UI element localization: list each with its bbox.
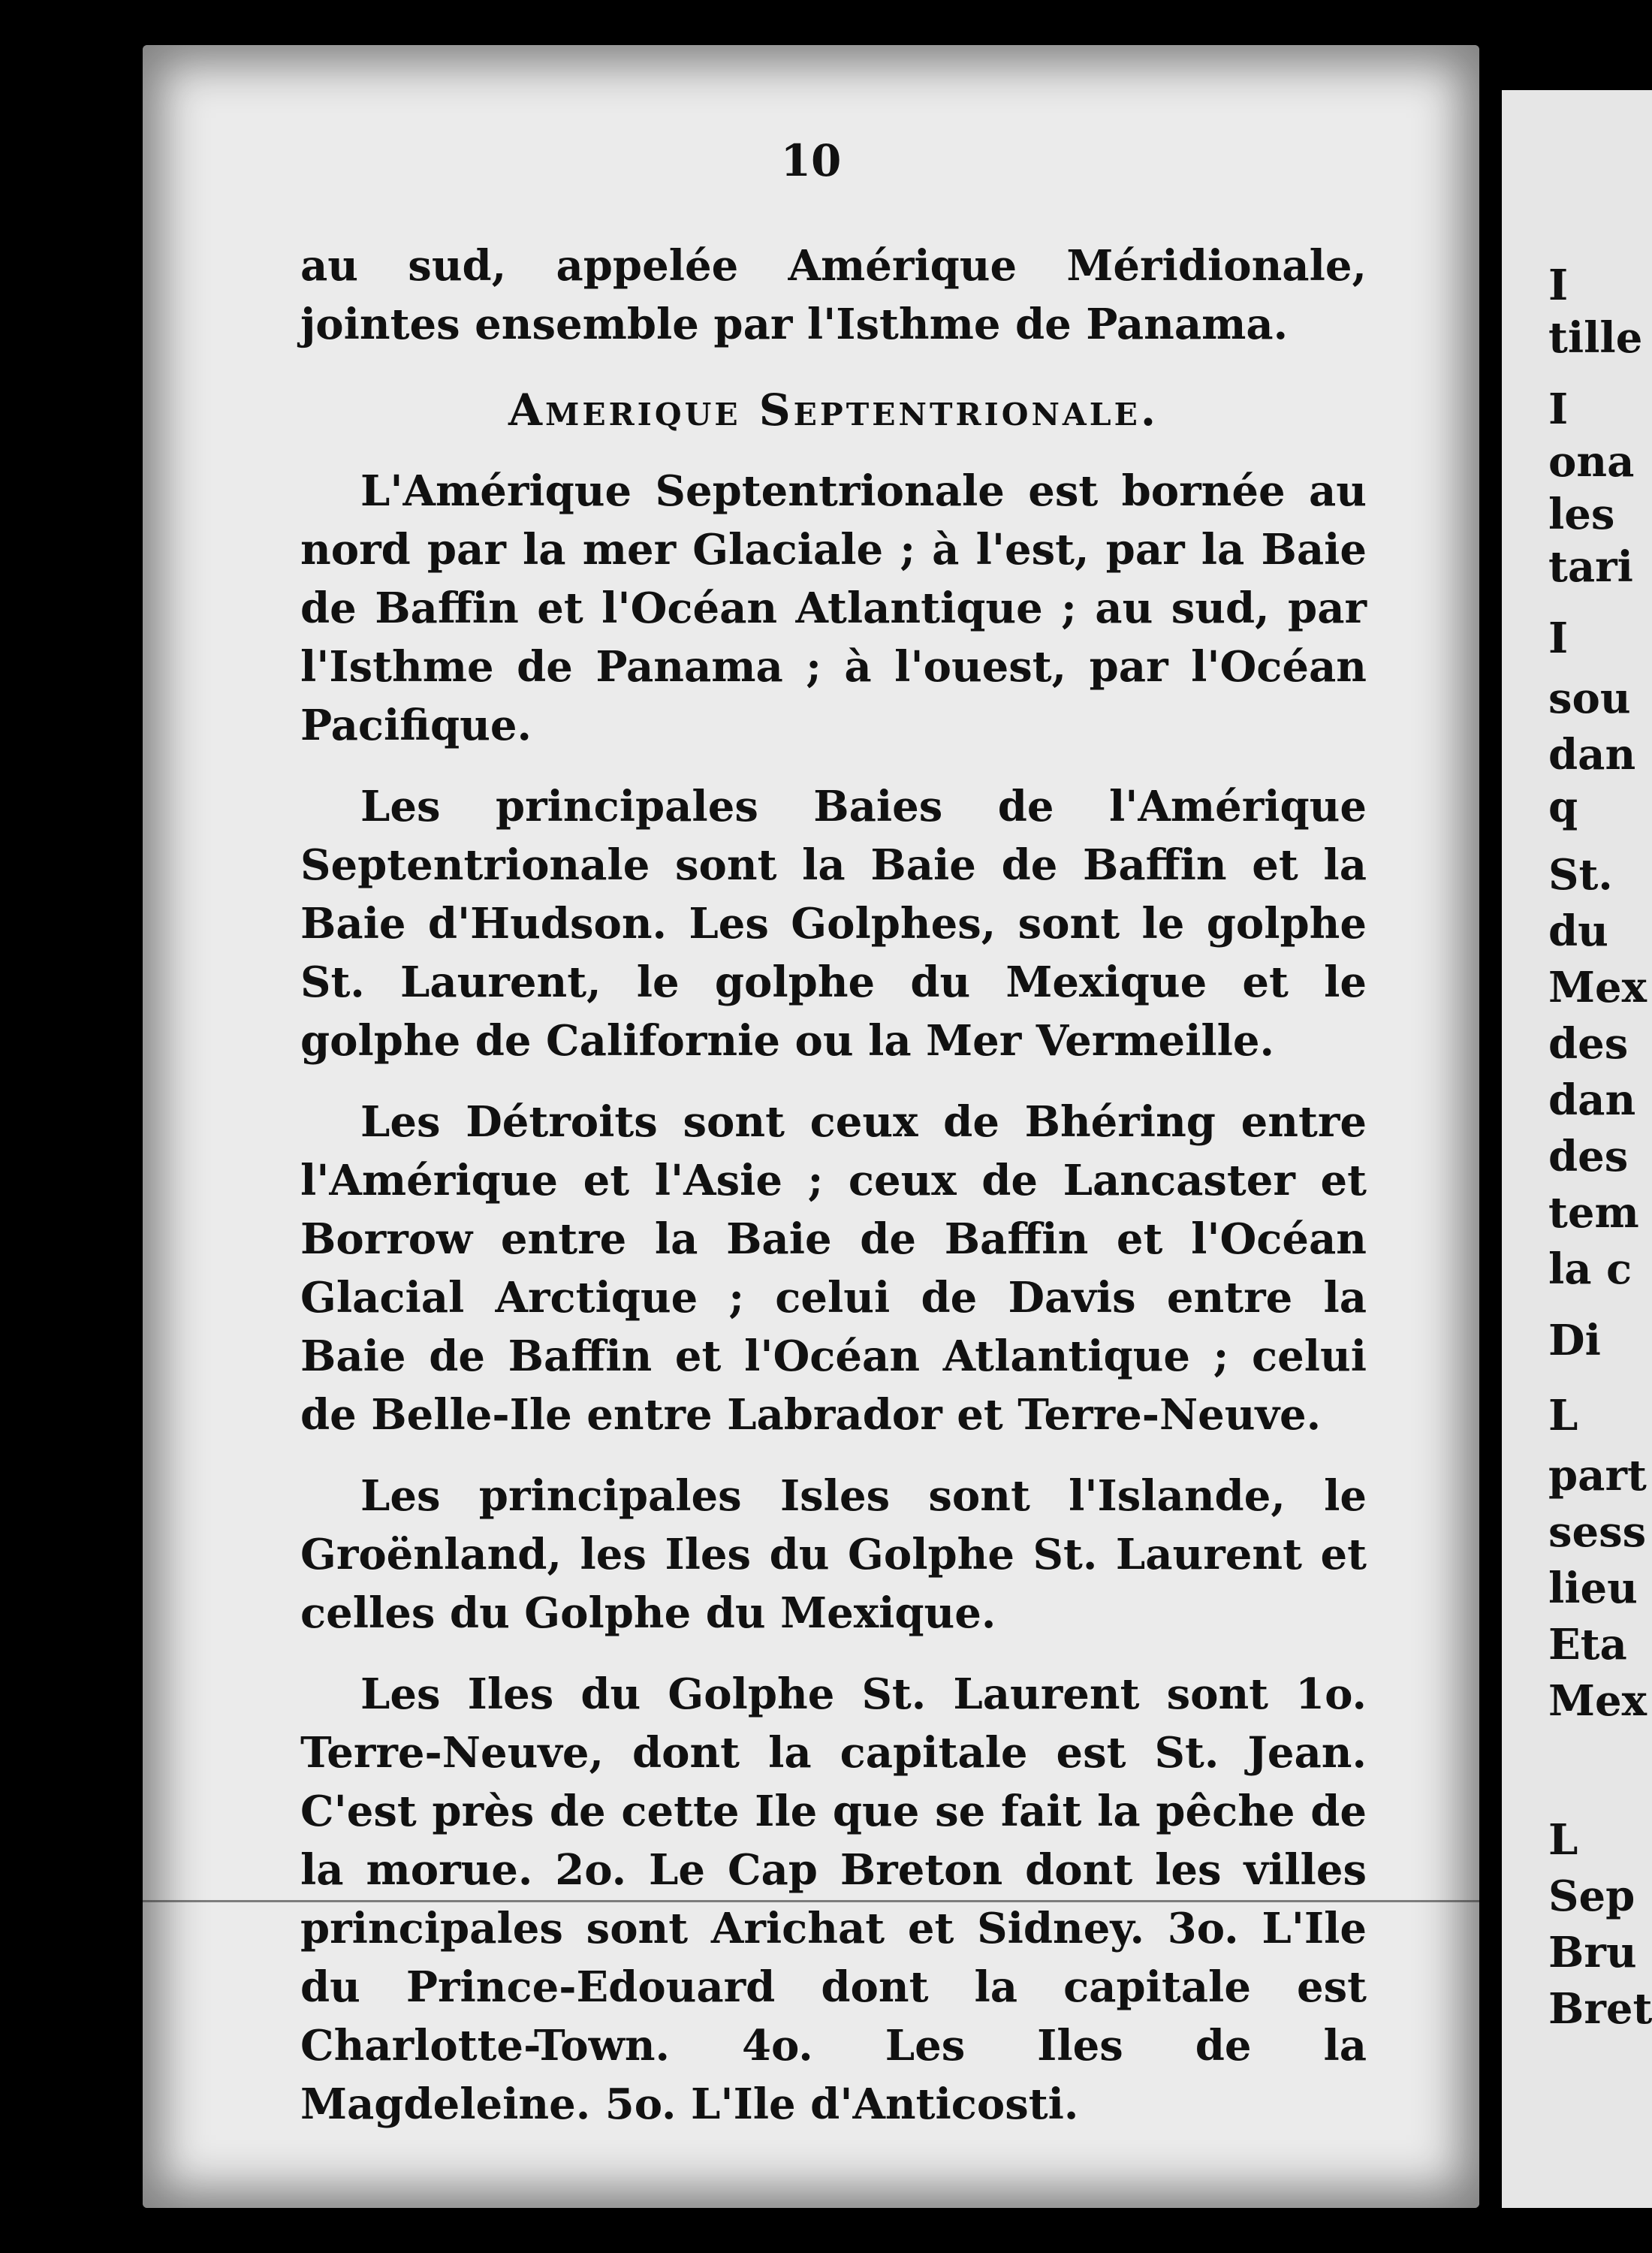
- facing-page-fragment: ona: [1548, 437, 1635, 487]
- facing-page-fragment: I: [1548, 614, 1569, 663]
- facing-page-fragment: lieu: [1548, 1564, 1638, 1613]
- facing-page-fragment: I: [1548, 261, 1569, 310]
- facing-page-fragment: des: [1548, 1132, 1629, 1181]
- facing-page-fragment: Di: [1548, 1316, 1601, 1365]
- paragraph-boundaries: L'Amérique Septentrionale est bornée au nord par la mer Glaciale ; à l'est, par la Baie de Baffin et l'Océan Atlantique ; au sud, par l'Isthme de Panama ; à l'ouest, par l'Océan Pacifique.: [300, 466, 1367, 750]
- facing-page-fragment: du: [1548, 906, 1608, 956]
- facing-page-fragment: L: [1548, 1815, 1578, 1865]
- facing-page-fragment: Mex: [1548, 963, 1647, 1012]
- facing-page-fragment: les: [1548, 490, 1615, 539]
- facing-page-fragment: tari: [1548, 542, 1633, 592]
- paragraph-straits: Les Détroits sont ceux de Bhéring entre l'Amérique et l'Asie ; ceux de Lancaster et Borrow entre la Baie de Baffin et l'Océan Glacial Arctique ; celui de Davis entre la Baie de Baffin et l'Océan Atlantique ; celui de Belle-Ile entre Labrador et Terre-Neuve.: [300, 1097, 1367, 1440]
- facing-page-fragment: Eta: [1548, 1620, 1627, 1669]
- facing-page-fragment: L: [1548, 1391, 1578, 1440]
- intro-paragraph: au sud, appelée Amérique Méridionale, jointes ensemble par l'Isthme de Panama.: [300, 241, 1367, 349]
- facing-page-fragment: part: [1548, 1451, 1647, 1500]
- facing-page-fragment: q: [1548, 783, 1578, 832]
- paragraph-gulf-islands: Les Iles du Golphe St. Laurent sont 1o. Terre-Neuve, dont la capitale est St. Jean. C'est près de cette Ile que se fait la pêche de la morue. 2o. Le Cap Breton dont les villes principales sont Arichat et Sidney. 3o. L'Ile du Prince-Edouard dont la capitale est Charlotte-Town. 4o. Les Iles de la Magdeleine. 5o. L'Ile d'Anticosti.: [300, 1669, 1367, 2129]
- facing-page-fragment: la c: [1548, 1244, 1632, 1294]
- facing-page-fragment: des: [1548, 1019, 1629, 1069]
- facing-page-fragment: tem: [1548, 1188, 1639, 1238]
- facing-page-fragment: St.: [1548, 850, 1613, 900]
- facing-page-fragment: sess: [1548, 1507, 1647, 1557]
- page-body: [300, 237, 1367, 2156]
- facing-page-fragment: Mex: [1548, 1676, 1647, 1726]
- facing-page-fragment: Sep: [1548, 1871, 1635, 1921]
- facing-page-fragment: Bru: [1548, 1928, 1637, 1977]
- facing-page-fragment: sou: [1548, 674, 1631, 723]
- section-heading: Amerique Septentrionale.: [508, 385, 1159, 436]
- page-number: 10: [780, 135, 842, 186]
- facing-page-fragment: dan: [1548, 730, 1636, 780]
- book-gutter: [1479, 90, 1502, 2208]
- paragraph-bays: Les principales Baies de l'Amérique Septentrionale sont la Baie de Baffin et la Baie d'Hudson. Les Golphes, sont le golphe St. Laurent, le golphe du Mexique et le golphe de Californie ou la Mer Vermeille.: [300, 782, 1367, 1066]
- facing-page: [1502, 90, 1652, 2208]
- paragraph-islands: Les principales Isles sont l'Islande, le Groënland, les Iles du Golphe St. Laurent et celles du Golphe du Mexique.: [300, 1471, 1367, 1638]
- facing-page-fragment: I: [1548, 385, 1569, 434]
- facing-page-fragment: tille: [1548, 313, 1643, 363]
- book-page: [143, 45, 1479, 2208]
- facing-page-fragment: dan: [1548, 1075, 1636, 1125]
- facing-page-fragment: Bret: [1548, 1984, 1652, 2034]
- scan-line: [143, 1900, 1479, 1902]
